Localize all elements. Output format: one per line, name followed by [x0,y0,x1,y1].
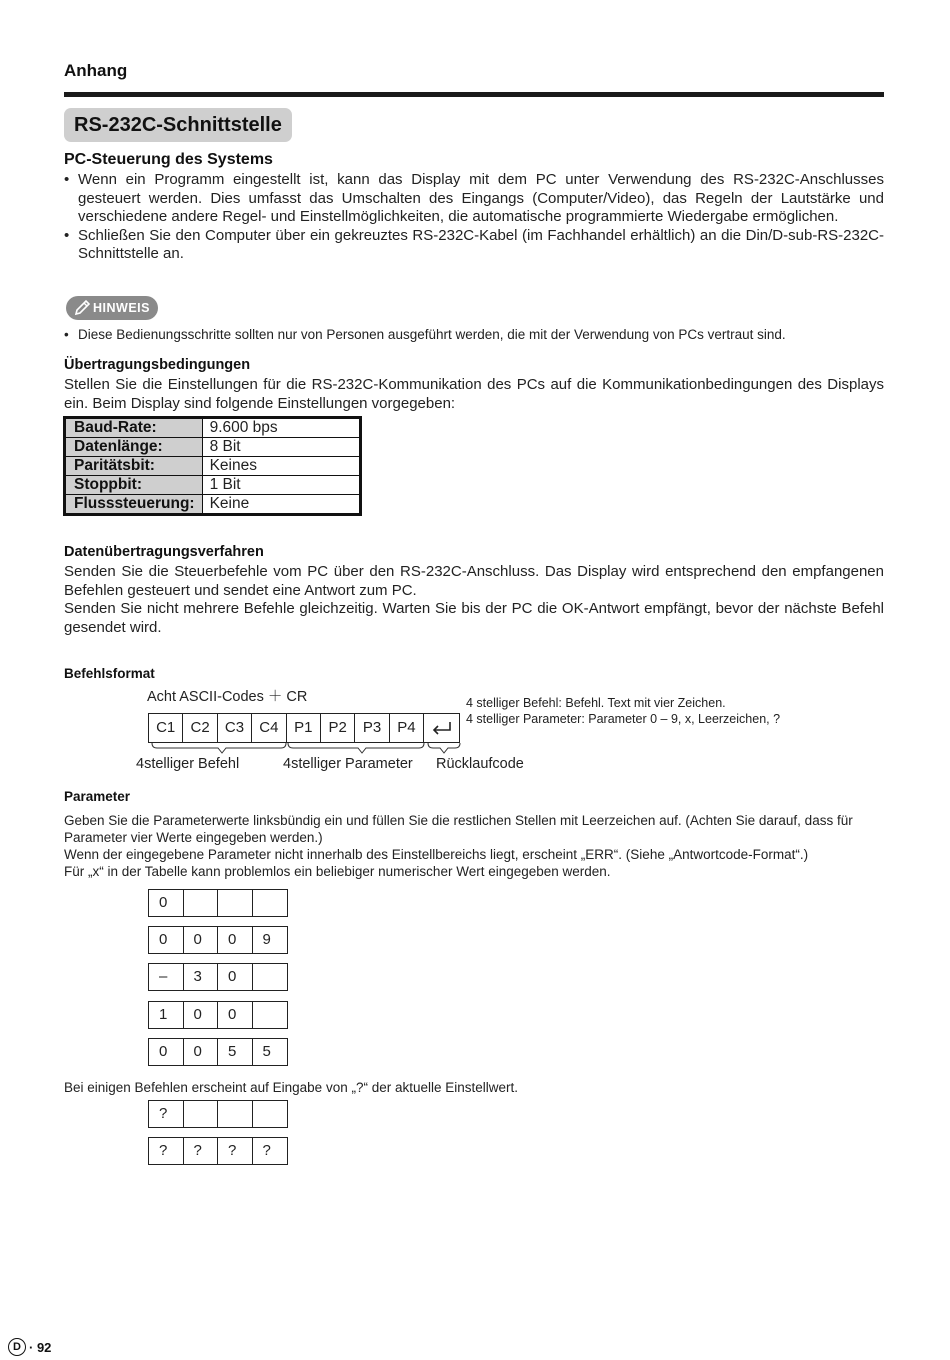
pc-control-heading: PC-Steuerung des Systems [64,151,273,168]
command-note-2: 4 stelliger Parameter: Parameter 0 – 9, x, Leerzeichen, ? [466,712,781,726]
parameter-digit: ? [184,1138,219,1164]
return-cell [424,714,459,742]
parameter-example-2 [148,926,288,954]
condition-key: Stoppbit: [65,476,203,495]
note-text: • Diese Bedienungsschritte sollten nur von Personen ausgeführt werden, die mit der Verwendung von PCs vertraut sind. [64,326,884,343]
parameter-paragraph-2: Wenn der eingegebene Parameter nicht innerhalb des Einstellbereichs liegt, erscheint „ERR“. (Siehe „Antwortcode-Format“.) [64,847,809,862]
parameter-digit: ? [262,1142,271,1159]
parameter-digit: 0 [184,1039,219,1065]
command-format-top-label: Acht ASCII-Codes ＋ CR [147,689,308,705]
return-arrow-icon [430,720,454,736]
label-parameter: 4stelliger Parameter [283,756,413,772]
parameter-digit: 5 [262,1043,271,1060]
query-example-1 [148,1100,288,1128]
section-label: Anhang [64,61,128,80]
parameter-digit [253,1002,288,1028]
parameter-digit [184,890,219,916]
parameter-digit: 0 [218,964,253,990]
parameter-digit [253,1101,288,1127]
parameter-cell: P3 [355,714,389,742]
page-title: RS-232C-Schnittstelle [64,108,292,142]
procedure-heading: Datenübertragungsverfahren [64,544,264,560]
parameter-digit [184,1101,219,1127]
parameter-digit: 0 [184,1002,219,1028]
parameter-digit: 0 [149,890,184,916]
note-badge-label: HINWEIS [93,301,150,315]
condition-key: Baud-Rate: [65,418,203,438]
procedure-paragraph-1: Senden Sie die Steuerbefehle vom PC über den RS-232C-Anschluss. Das Display wird entsprechend den empfangenen Befehlen gesteuert und sendet eine Antwort zum PC. [64,563,884,599]
parameter-cell: P1 [287,714,321,742]
parameter-paragraph-3: Für „x“ in der Tabelle kann problemlos ein beliebiger numerischer Wert eingegeben werden. [64,864,611,879]
table-row [65,438,361,457]
command-format-box [148,713,460,743]
parameter-digit: – [149,964,184,990]
command-cell: C1 [149,714,183,742]
procedure-paragraph-2: Senden Sie nicht mehrere Befehle gleichzeitig. Warten Sie bis der PC die OK-Antwort empfängt, bevor der nächste Befehl gesendet wird. [64,600,884,636]
parameter-digit [253,890,288,916]
parameter-digit: ? [149,1101,184,1127]
parameter-cell: P4 [390,714,424,742]
language-badge: D [8,1338,26,1356]
parameter-example-4 [148,1001,288,1029]
parameter-digit: 5 [218,1039,253,1065]
parameter-digit: 0 [149,1039,184,1065]
command-format-heading: Befehlsformat [64,666,155,681]
parameter-example-3 [148,963,288,991]
table-row [65,495,361,515]
parameter-digit: ? [218,1138,253,1164]
condition-key: Flusssteuerung: [65,495,203,515]
transmission-text: Stellen Sie die Einstellungen für die RS-232C-Kommunikation des PCs auf die Kommunikationbedingungen des Displays ein. Beim Display sind folgende Einstellungen vorgegeben: [64,376,884,412]
label-command: 4stelliger Befehl [136,756,240,772]
parameter-digit [218,890,253,916]
condition-key: Paritätsbit: [65,457,203,476]
page-number: · 92 [29,1339,52,1355]
conditions-table [63,416,362,516]
parameter-example-1 [148,889,288,917]
parameter-digit [253,964,288,990]
table-row [65,418,361,438]
pencil-icon [72,298,92,318]
parameter-digit [218,1101,253,1127]
parameter-digit: ? [149,1138,184,1164]
note-list [64,326,884,343]
condition-value: 8 Bit [202,438,360,457]
condition-key: Datenlänge: [65,438,203,457]
table-row [65,476,361,495]
parameter-paragraph-1: Geben Sie die Parameterwerte linksbündig ein und füllen Sie die restlichen Stellen mit Leerzeichen auf. (Achten Sie darauf, dass für Parameter vier Werte eingegeben werden.) [64,813,853,845]
parameter-heading: Parameter [64,789,131,804]
header-rule [64,92,884,97]
table-row [65,457,361,476]
command-cell: C3 [218,714,252,742]
condition-value: Keine [202,495,360,515]
parameter-digit: 0 [149,927,184,953]
query-text: Bei einigen Befehlen erscheint auf Eingabe von „?“ der aktuelle Einstellwert. [64,1080,519,1095]
command-cell: C2 [183,714,217,742]
parameter-digit: 0 [218,1002,253,1028]
parameter-digit: 3 [184,964,219,990]
query-example-2 [148,1137,288,1165]
pc-control-bullet-1: • Wenn ein Programm eingestellt ist, kann das Display mit dem PC unter Verwendung des RS-232C-Anschlusses gesteuert werden. Dies umfasst das Umschalten des Eingangs (Computer/Video), das Regeln der Lautstärke und verschiedene andere Regel- und Einstellmöglichkeiten, die automatische programmierte Wiedergabe ermöglichen. [64,171,884,227]
condition-value: 1 Bit [202,476,360,495]
pc-control-bullet-2: • Schließen Sie den Computer über ein gekreuztes RS-232C-Kabel (im Fachhandel erhältlich) an die Din/D-sub-RS-232C-Schnittstelle an. [64,227,884,264]
command-note-1: 4 stelliger Befehl: Befehl. Text mit vier Zeichen. [466,696,726,710]
page-footer [8,1338,51,1356]
parameter-digit: 9 [262,931,271,948]
transmission-heading: Übertragungsbedingungen [64,357,251,373]
pc-control-list [64,171,884,264]
parameter-digit: 1 [149,1002,184,1028]
label-return: Rücklaufcode [436,756,524,772]
command-cell: C4 [252,714,286,742]
parameter-cell: P2 [321,714,355,742]
parameter-digit: 0 [184,927,219,953]
condition-value: 9.600 bps [202,418,360,438]
condition-value: Keines [202,457,360,476]
parameter-digit: 0 [218,927,253,953]
parameter-example-5 [148,1038,288,1066]
note-badge [66,296,158,320]
